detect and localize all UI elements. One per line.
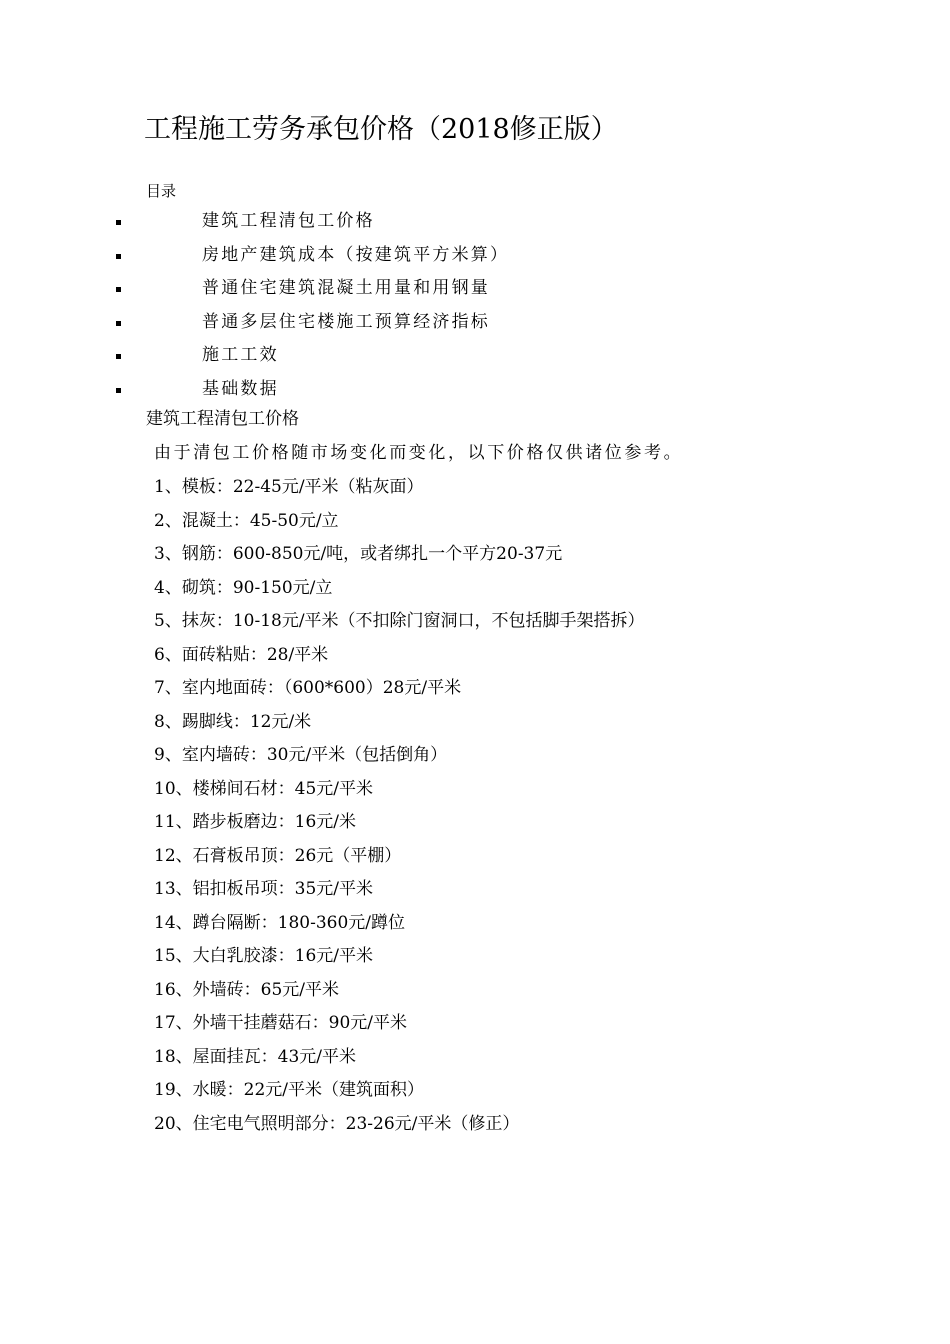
price-item: 2、混凝土：45-50元/立 [154, 510, 339, 531]
price-item: 8、踢脚线：12元/米 [154, 711, 312, 732]
bullet-square-icon [116, 220, 121, 225]
toc-item[interactable] [0, 306, 950, 340]
bullet-square-icon [116, 321, 121, 326]
document-title: 工程施工劳务承包价格（2018修正版） [144, 114, 618, 145]
toc-item-label[interactable]: 建筑工程清包工价格 [202, 211, 375, 231]
toc-item[interactable] [0, 339, 950, 373]
toc-item[interactable] [0, 272, 950, 306]
bullet-square-icon [116, 354, 121, 359]
toc-item-label[interactable]: 普通多层住宅楼施工预算经济指标 [202, 311, 490, 332]
toc-item-label[interactable]: 基础数据 [202, 378, 279, 399]
price-item: 18、屋面挂瓦：43元/平米 [154, 1046, 356, 1067]
price-item: 7、室内地面砖：（600*600）28元/平米 [154, 678, 462, 698]
toc-item-label[interactable]: 普通住宅建筑混凝土用量和用钢量 [202, 278, 490, 298]
price-item: 10、楼梯间石材：45元/平米 [154, 778, 373, 799]
price-item: 14、蹲台隔断：180-360元/蹲位 [154, 912, 405, 933]
toc-item-label[interactable]: 施工工效 [202, 345, 279, 365]
toc-item[interactable] [0, 373, 950, 407]
price-item: 5、抹灰：10-18元/平米（不扣除门窗洞口，不包括脚手架搭拆） [154, 611, 645, 631]
toc-item[interactable] [0, 205, 950, 239]
toc-item-label[interactable]: 房地产建筑成本（按建筑平方米算） [202, 244, 510, 265]
intro-paragraph: 由于清包工价格随市场变化而变化，以下价格仅供诸位参考。 [154, 443, 684, 463]
bullet-square-icon [116, 388, 121, 393]
price-item: 16、外墙砖：65元/平米 [154, 979, 339, 1000]
price-item: 4、砌筑：90-150元/立 [154, 577, 333, 598]
price-item: 6、面砖粘贴：28/平米 [154, 644, 329, 665]
price-item: 11、踏步板磨边：16元/米 [154, 812, 356, 832]
price-item: 12、石膏板吊顶：26元（平棚） [154, 845, 402, 866]
section-heading: 建筑工程清包工价格 [146, 409, 299, 429]
price-item: 9、室内墙砖：30元/平米（包括倒角） [154, 745, 448, 765]
price-item: 17、外墙干挂蘑菇石：90元/平米 [154, 1013, 407, 1033]
toc-label: 目录 [146, 182, 177, 200]
price-item: 3、钢筋：600-850元/吨，或者绑扎一个平方20-37元 [154, 544, 563, 564]
toc-item[interactable] [0, 239, 950, 273]
price-item: 15、大白乳胶漆：16元/平米 [154, 946, 373, 966]
price-item: 20、住宅电气照明部分：23-26元/平米（修正） [154, 1113, 520, 1134]
table-of-contents [0, 205, 950, 406]
price-item: 1、模板：22-45元/平米（粘灰面） [154, 477, 424, 497]
price-list [154, 471, 645, 1141]
price-item: 13、铝扣板吊项：35元/平米 [154, 879, 373, 899]
bullet-square-icon [116, 254, 121, 259]
price-item: 19、水暖：22元/平米（建筑面积） [154, 1080, 424, 1100]
bullet-square-icon [116, 287, 121, 292]
